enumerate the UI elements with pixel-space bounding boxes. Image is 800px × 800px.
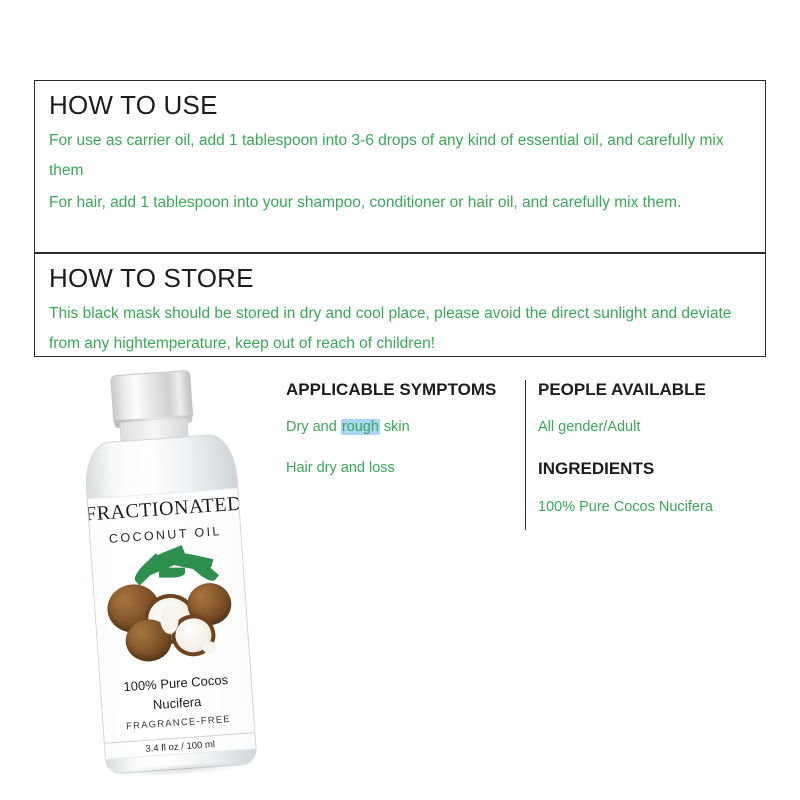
oil-splash-icon (202, 641, 217, 654)
symptom-item-highlight: rough (341, 419, 379, 436)
ingredients-value: 100% Pure Cocos Nucifera (538, 498, 713, 515)
label-volume-text: 3.4 fl oz / 100 ml (105, 732, 256, 757)
symptom-item (286, 418, 525, 437)
how-to-store-title: HOW TO STORE (49, 263, 254, 293)
ingredients-heading: INGREDIENTS (538, 459, 655, 479)
symptom-item: Hair dry and loss (286, 460, 395, 477)
how-to-use-line-2: For hair, add 1 tablespoon into your shampoo, conditioner or hair oil, and carefully mix them. (49, 193, 682, 211)
label-claim-line-1: 100% Pure Cocos (122, 672, 229, 695)
bottle-label (84, 488, 256, 760)
people-available-value: All gender/Adult (538, 419, 641, 436)
how-to-store-line-1: This black mask should be stored in dry and cool place, please avoid the direct sunlight and deviate from any hightemperature, keep out of reach of children! (49, 304, 732, 352)
bottle-body (83, 433, 258, 775)
label-brand-text: FRACTIONATED (84, 492, 243, 526)
label-subbrand-text: COCONUT OIL (108, 524, 223, 546)
how-to-use-title: HOW TO USE (49, 90, 218, 120)
how-to-store-section (34, 253, 766, 357)
symptom-item-prefix: Dry and (286, 419, 341, 436)
applicable-symptoms-column (286, 380, 526, 530)
how-to-use-section (34, 80, 766, 253)
palm-leaf-icon (159, 568, 185, 578)
bottle-cap (110, 370, 193, 423)
applicable-symptoms-heading: APPLICABLE SYMPTOMS (286, 380, 497, 399)
coconut-artwork (100, 547, 242, 674)
symptom-item-suffix: skin (379, 419, 410, 436)
label-fragrance-text: FRAGRANCE-FREE (125, 713, 232, 733)
people-available-column (538, 380, 788, 530)
how-to-use-line-1: For use as carrier oil, add 1 tablespoon into 3-6 drops of any kind of essential oil, and carefully mix them (49, 131, 724, 179)
people-available-heading: PEOPLE AVAILABLE (538, 380, 706, 399)
product-bottle-image (60, 372, 260, 782)
label-claim-line-2: Nucifera (152, 693, 202, 713)
bottle-tilt-group (60, 365, 260, 755)
